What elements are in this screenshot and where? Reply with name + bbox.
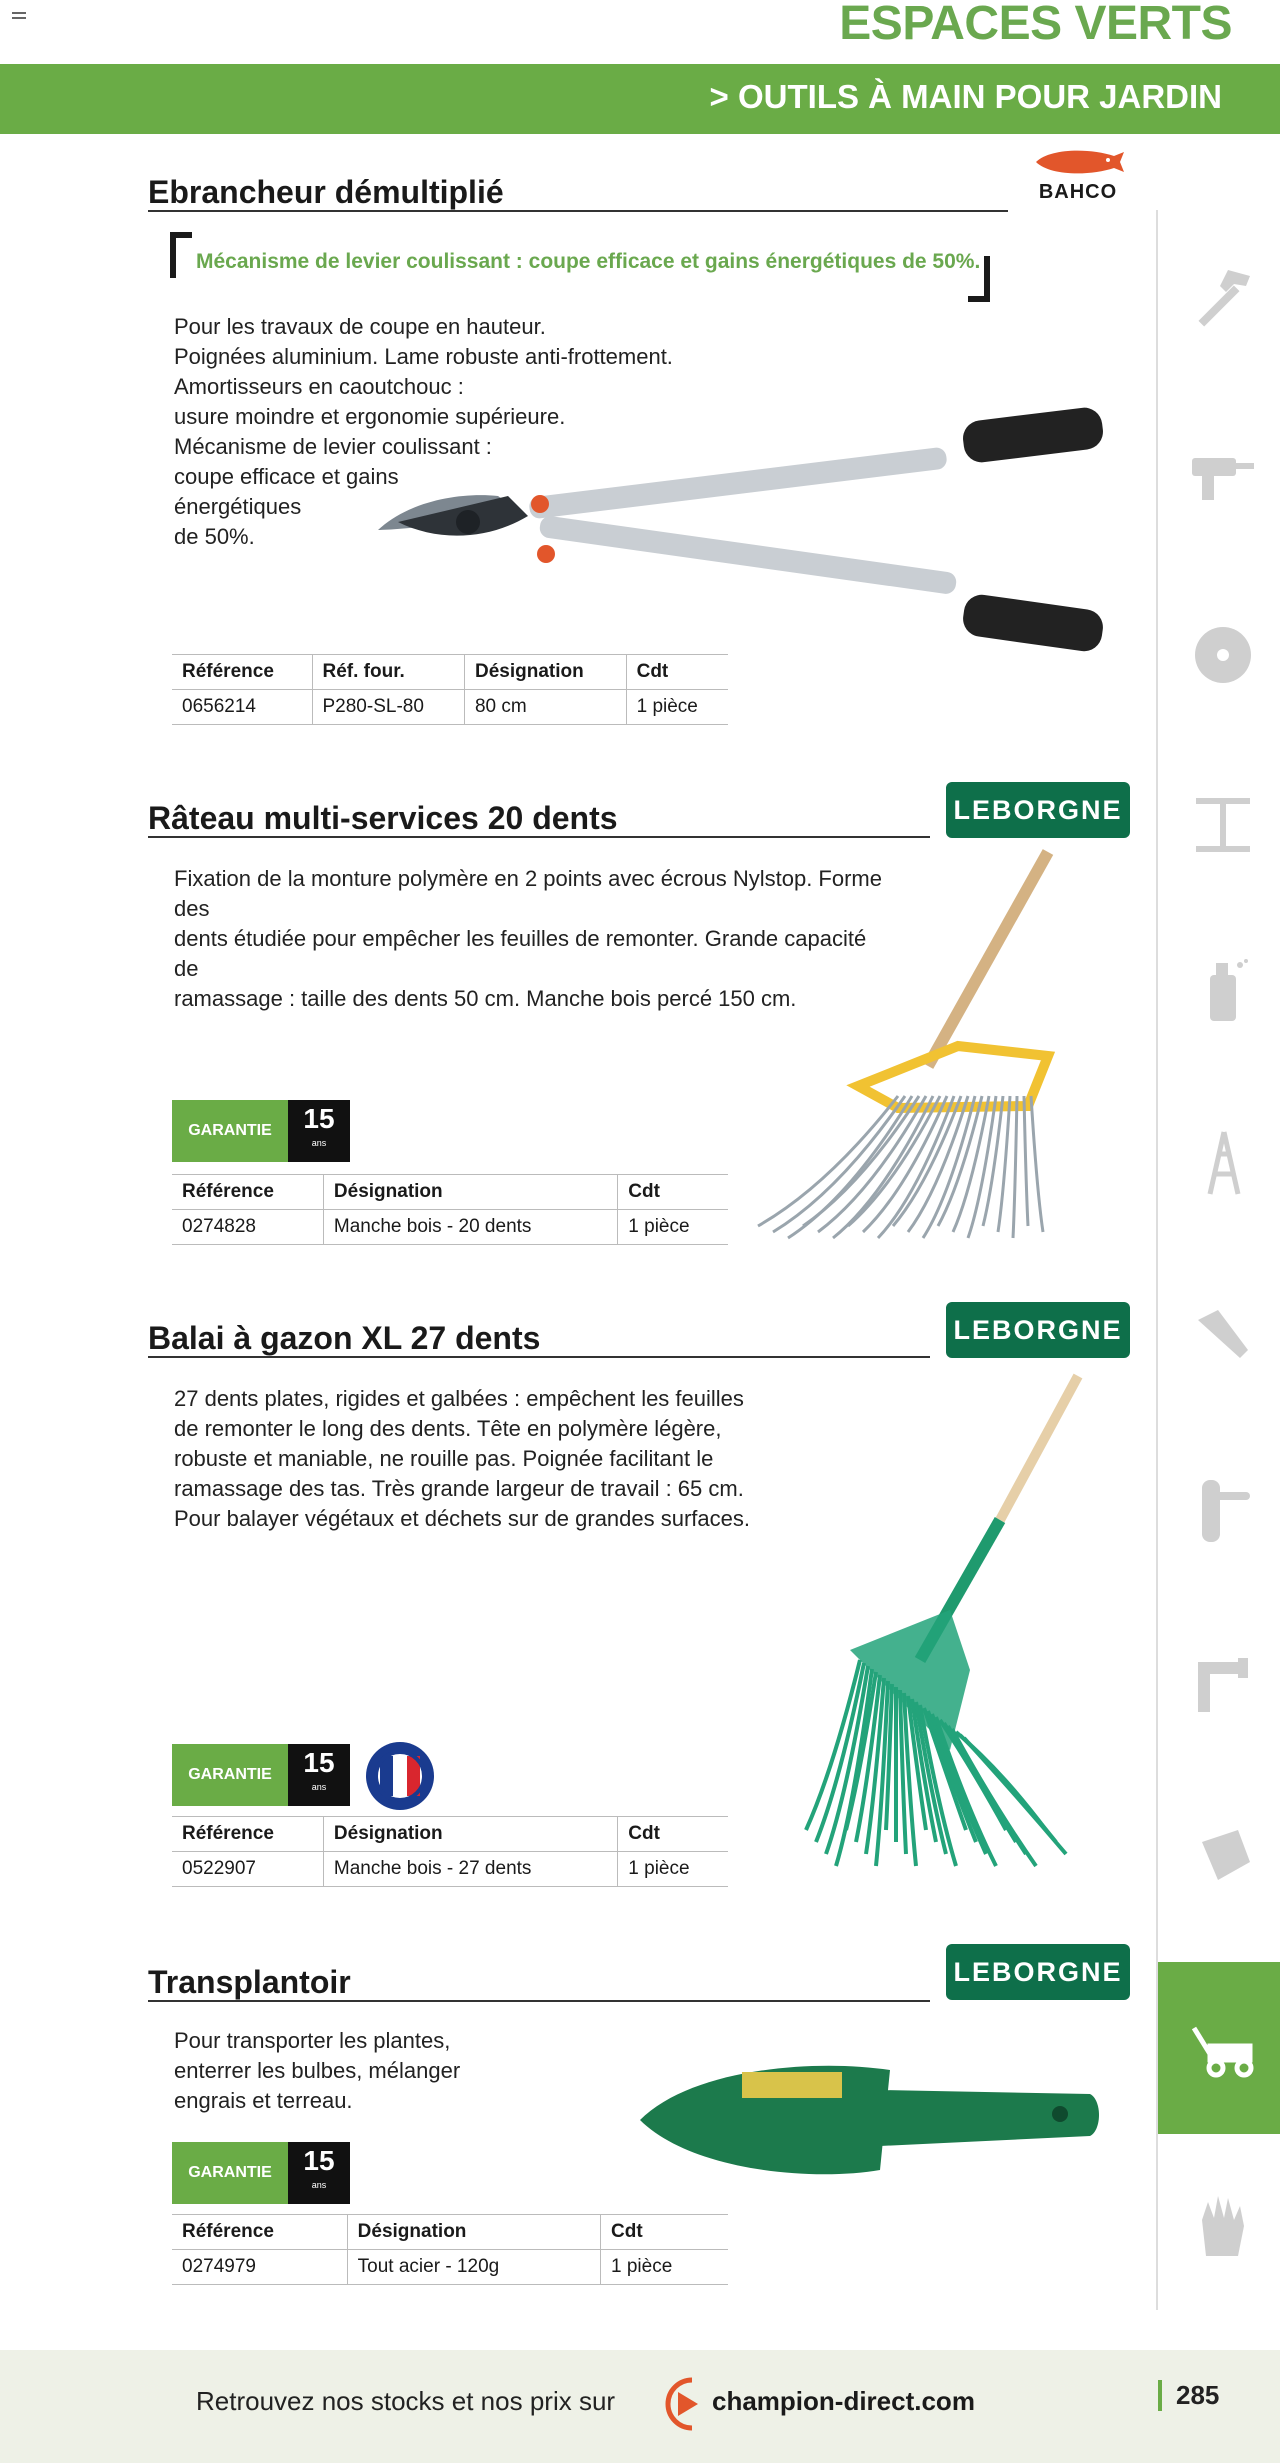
column-header: Désignation xyxy=(347,2215,600,2250)
play-arrow-icon xyxy=(662,2376,708,2432)
description-line: robuste et maniable, ne rouille pas. Poignée facilitant le xyxy=(174,1446,714,1471)
description-line: usure moindre et ergonomie supérieure. xyxy=(174,404,566,429)
table-row xyxy=(172,1852,728,1887)
broom-tine xyxy=(816,1663,864,1842)
product-title: Balai à gazon XL 27 dents xyxy=(148,1320,541,1356)
leborgne-logo: LEBORGNE xyxy=(946,1302,1130,1358)
table-cell: Tout acier - 120g xyxy=(347,2250,600,2285)
rake-tine xyxy=(818,1096,926,1232)
column-header: Cdt xyxy=(626,655,728,690)
subcategory-banner xyxy=(0,64,1280,134)
rake-tine xyxy=(1031,1096,1043,1232)
description-line: Poignées aluminium. Lame robuste anti-frottement. xyxy=(174,344,673,369)
description-line: de 50%. xyxy=(174,524,255,549)
table-cell: 1 pièce xyxy=(626,690,728,725)
glove-icon[interactable] xyxy=(1188,2190,1258,2260)
reference-table xyxy=(172,1816,728,1887)
made-in-france-badge xyxy=(364,1740,436,1812)
guarantee-badge xyxy=(172,1744,350,1806)
product-description xyxy=(174,1384,794,1534)
rake-tine xyxy=(1013,1096,1017,1238)
description-line: coupe efficace et gains xyxy=(174,464,399,489)
column-header: Référence xyxy=(172,2215,347,2250)
column-header: Référence xyxy=(172,655,312,690)
description-line: de remonter le long des dents. Tête en polymère légère, xyxy=(174,1416,722,1441)
reference-table xyxy=(172,1174,728,1245)
guarantee-badge xyxy=(172,2142,350,2204)
spray-can-icon[interactable] xyxy=(1188,955,1258,1025)
guarantee-badge xyxy=(172,1100,350,1162)
table-cell: 0522907 xyxy=(172,1852,323,1887)
guarantee-unit: ans xyxy=(311,2180,327,2190)
table-header-row xyxy=(172,655,728,690)
guarantee-years-box xyxy=(288,1744,350,1806)
column-header: Désignation xyxy=(464,655,626,690)
feature-callout xyxy=(170,232,990,302)
column-header: Référence xyxy=(172,1817,323,1852)
table-cell: 0274979 xyxy=(172,2250,347,2285)
product-title: Transplantoir xyxy=(148,1964,351,2000)
column-header: Cdt xyxy=(618,1817,728,1852)
description-line: enterrer les bulbes, mélanger xyxy=(174,2058,461,2083)
table-header-row xyxy=(172,2215,728,2250)
table-cell: 80 cm xyxy=(464,690,626,725)
description-line: dents étudiée pour empêcher les feuilles de remonter. Grande capacité de xyxy=(174,926,867,981)
guarantee-years: 15 xyxy=(303,1103,335,1134)
description-line: 27 dents plates, rigides et galbées : empêchent les feuilles xyxy=(174,1386,744,1411)
page-number: 285 xyxy=(1158,2380,1219,2411)
table-row xyxy=(172,690,728,725)
guarantee-label: GARANTIE xyxy=(172,2142,288,2204)
column-header: Cdt xyxy=(601,2215,729,2250)
product-description xyxy=(174,2026,554,2116)
rake-tine xyxy=(968,1096,996,1238)
subcategory-title: > OUTILS À MAIN POUR JARDIN xyxy=(709,78,1222,115)
table-cell: Manche bois - 27 dents xyxy=(323,1852,617,1887)
table-cell: P280-SL-80 xyxy=(312,690,464,725)
table-header-row xyxy=(172,1817,728,1852)
trowel-image xyxy=(630,2050,1106,2190)
reference-table xyxy=(172,654,728,725)
title-underline xyxy=(148,836,930,838)
menu-icon[interactable] xyxy=(12,12,26,24)
lawnmower-icon[interactable] xyxy=(1188,2014,1258,2084)
description-line: Mécanisme de levier coulissant : xyxy=(174,434,492,459)
description-line: engrais et terreau. xyxy=(174,2088,353,2113)
reference-table xyxy=(172,2214,728,2285)
table-cell: 1 pièce xyxy=(601,2250,729,2285)
guarantee-unit: ans xyxy=(311,1782,327,1792)
guarantee-label: GARANTIE xyxy=(172,1100,288,1162)
bahco-logo xyxy=(1030,148,1126,204)
description-line: ramassage : taille des dents 50 cm. Manche bois percé 150 cm. xyxy=(174,986,797,1011)
table-cell: 1 pièce xyxy=(618,1852,728,1887)
title-underline xyxy=(148,2000,930,2002)
screw-icon[interactable] xyxy=(1188,1300,1258,1370)
brand-name: BAHCO xyxy=(1038,181,1118,203)
leborgne-logo: LEBORGNE xyxy=(946,1944,1130,2000)
door-handle-icon[interactable] xyxy=(1188,1476,1258,1546)
guarantee-years: 15 xyxy=(303,1747,335,1778)
table-row xyxy=(172,2250,728,2285)
title-underline xyxy=(148,210,1008,212)
rake-tine xyxy=(1024,1096,1028,1226)
guarantee-years: 15 xyxy=(303,2145,335,2176)
ladder-icon[interactable] xyxy=(1188,1128,1258,1198)
guarantee-label: GARANTIE xyxy=(172,1744,288,1806)
feature-text: Mécanisme de levier coulissant : coupe efficace et gains énergétiques de 50%. xyxy=(196,250,981,273)
product-title: Râteau multi-services 20 dents xyxy=(148,800,618,836)
table-header-row xyxy=(172,1175,728,1210)
lamp-icon[interactable] xyxy=(1188,1822,1258,1892)
table-cell: 0656214 xyxy=(172,690,312,725)
pipe-icon[interactable] xyxy=(1188,1648,1258,1718)
description-line: ramassage des tas. Très grande largeur de travail : 65 cm. xyxy=(174,1476,744,1501)
guarantee-years-box xyxy=(288,2142,350,2204)
description-line: Pour les travaux de coupe en hauteur. xyxy=(174,314,546,339)
description-line: énergétiques xyxy=(174,494,302,519)
description-line: Fixation de la monture polymère en 2 points avec écrous Nylstop. Forme des xyxy=(174,866,882,921)
description-line: Pour balayer végétaux et déchets sur de grandes surfaces. xyxy=(174,1506,751,1531)
guarantee-years-box xyxy=(288,1100,350,1162)
table-cell: Manche bois - 20 dents xyxy=(323,1210,617,1245)
table-row xyxy=(172,1210,728,1245)
drill-icon[interactable] xyxy=(1188,444,1258,514)
leborgne-logo: LEBORGNE xyxy=(946,782,1130,838)
footer-message: Retrouvez nos stocks et nos prix sur xyxy=(196,2386,616,2416)
title-underline xyxy=(148,1356,930,1358)
table-cell: 1 pièce xyxy=(618,1210,728,1245)
description-line: Amortisseurs en caoutchouc : xyxy=(174,374,464,399)
category-title: ESPACES VERTS xyxy=(839,0,1232,50)
saw-blade-icon[interactable] xyxy=(1188,620,1258,690)
guarantee-unit: ans xyxy=(311,1138,327,1148)
hammer-icon[interactable] xyxy=(1188,262,1258,332)
page-footer xyxy=(0,2350,1280,2463)
description-line: Pour transporter les plantes, xyxy=(174,2028,451,2053)
website-link[interactable]: champion-direct.com xyxy=(712,2386,975,2416)
table-cell: 0274828 xyxy=(172,1210,323,1245)
lopper-image xyxy=(378,392,1124,682)
column-header: Cdt xyxy=(618,1175,728,1210)
lawn-broom-image xyxy=(800,1370,1090,1900)
column-header: Désignation xyxy=(323,1817,617,1852)
product-title: Ebrancheur démultiplié xyxy=(148,174,504,210)
beam-icon[interactable] xyxy=(1188,790,1258,860)
column-header: Référence xyxy=(172,1175,323,1210)
rake-image xyxy=(748,846,1104,1256)
column-header: Désignation xyxy=(323,1175,617,1210)
column-header: Réf. four. xyxy=(312,655,464,690)
